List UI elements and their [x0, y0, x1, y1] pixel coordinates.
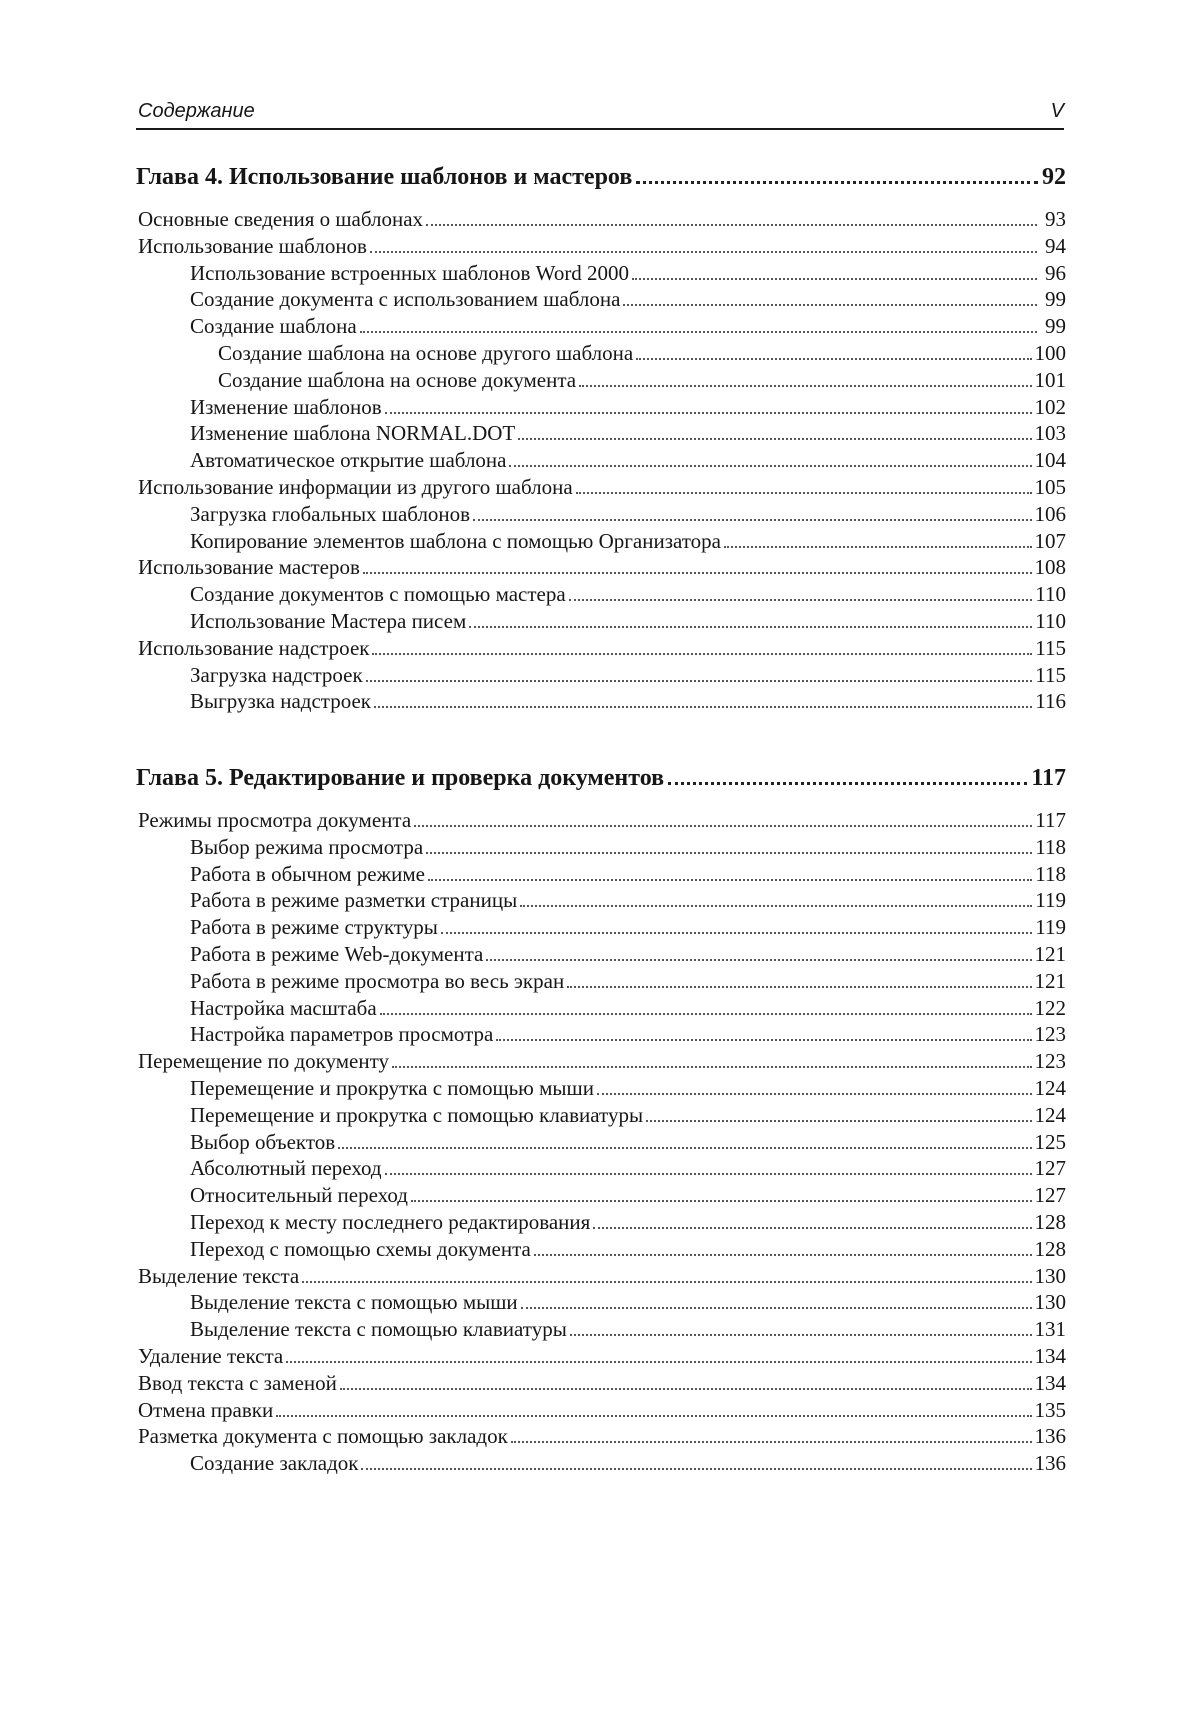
toc-entry-page-number: 131	[1034, 1317, 1066, 1342]
toc-entry[interactable]	[136, 1450, 1066, 1477]
toc-entry-page-number: 134	[1034, 1370, 1066, 1395]
dot-leader	[374, 706, 1032, 708]
chapter-heading[interactable]	[136, 160, 1066, 194]
toc-entry-page-number: 106	[1034, 501, 1066, 526]
dot-leader	[520, 905, 1032, 907]
toc-entry[interactable]	[136, 260, 1066, 287]
dot-leader	[632, 278, 1037, 280]
toc-entry-page-number: 104	[1034, 448, 1066, 473]
chapter-page-number: 117	[1031, 765, 1066, 791]
dot-leader	[509, 465, 1031, 467]
toc-entry-page-number: 115	[1035, 662, 1066, 687]
toc-entry-page-number: 135	[1034, 1397, 1066, 1422]
dot-leader	[414, 825, 1032, 827]
toc-entry-label: Создание шаблона на основе другого шаблона	[218, 340, 634, 365]
toc-entry[interactable]	[136, 1370, 1066, 1397]
toc-entry-label: Переход к месту последнего редактирования	[190, 1209, 591, 1234]
toc-entry-label: Абсолютный переход	[190, 1156, 382, 1181]
toc-entry-label: Создание документа с использованием шаблона	[190, 287, 621, 312]
toc-entry-page-number: 124	[1034, 1102, 1066, 1127]
toc-entry-label: Выделение текста с помощью клавиатуры	[190, 1317, 567, 1342]
toc-entry-page-number: 130	[1034, 1263, 1066, 1288]
toc-entry[interactable]	[136, 995, 1066, 1022]
header-page-number: V	[1050, 100, 1064, 122]
toc-entry[interactable]	[136, 635, 1066, 662]
toc-entry-label: Загрузка надстроек	[190, 662, 363, 687]
dot-leader	[486, 959, 1031, 961]
dot-leader	[534, 1254, 1032, 1256]
toc-entry-label: Настройка масштаба	[190, 995, 377, 1020]
toc-list	[136, 206, 1066, 715]
toc-entry-label: Использование мастеров	[138, 555, 360, 580]
dot-leader	[496, 1039, 1031, 1041]
toc-entry-page-number: 100	[1034, 340, 1066, 365]
dot-leader	[569, 599, 1033, 601]
toc-entry[interactable]	[136, 1048, 1066, 1075]
toc-entry-page-number: 127	[1034, 1183, 1066, 1208]
dot-leader	[570, 1334, 1032, 1336]
dot-leader	[473, 519, 1031, 521]
toc-entry-label: Работа в режиме структуры	[190, 915, 438, 940]
dot-leader	[370, 251, 1037, 253]
toc-entry-page-number: 116	[1035, 689, 1066, 714]
toc-entry-page-number: 119	[1035, 888, 1066, 913]
toc-entry-label: Создание документов с помощью мастера	[190, 582, 566, 607]
toc-entry[interactable]	[136, 528, 1066, 555]
chapter-title: Глава 4. Использование шаблонов и мастеров	[136, 164, 633, 190]
toc-entry-label: Перемещение по документу	[138, 1049, 390, 1074]
toc-entry-label: Создание закладок	[190, 1451, 359, 1476]
toc-entry-label: Относительный переход	[190, 1183, 408, 1208]
toc-entry[interactable]	[136, 914, 1066, 941]
toc-entry-page-number: 108	[1034, 555, 1066, 580]
toc-entry[interactable]	[136, 807, 1066, 834]
chapter-5-section	[136, 761, 1066, 1477]
dot-leader	[623, 304, 1037, 306]
toc-entry[interactable]	[136, 420, 1066, 447]
toc-entry-label: Использование Мастера писем	[190, 608, 467, 633]
toc-entry[interactable]	[136, 581, 1066, 608]
toc-entry-page-number: 123	[1034, 1022, 1066, 1047]
dot-leader	[302, 1281, 1031, 1283]
toc-entry-page-number: 107	[1034, 528, 1066, 553]
toc-entry[interactable]	[136, 834, 1066, 861]
chapter-heading[interactable]	[136, 761, 1066, 795]
dot-leader	[521, 1307, 1032, 1309]
toc-entry[interactable]	[136, 1182, 1066, 1209]
dot-leader	[428, 879, 1032, 881]
dot-leader	[668, 782, 1027, 785]
toc-entry-page-number: 121	[1034, 941, 1066, 966]
toc-entry-label: Копирование элементов шаблона с помощью Организатора	[190, 528, 721, 553]
toc-entry-page-number: 128	[1034, 1236, 1066, 1261]
toc-entry[interactable]	[136, 861, 1066, 888]
toc-entry-page-number: 105	[1034, 474, 1066, 499]
toc-entry-label: Переход с помощью схемы документа	[190, 1236, 531, 1261]
toc-entry-label: Режимы просмотра документа	[138, 808, 412, 832]
dot-leader	[579, 385, 1031, 387]
toc-list	[136, 807, 1066, 1477]
toc-entry[interactable]	[136, 474, 1066, 501]
dot-leader	[724, 546, 1032, 548]
toc-entry-page-number: 99	[1045, 287, 1066, 312]
header-title: Содержание	[138, 100, 255, 122]
toc-entry-label: Ввод текста с заменой	[138, 1370, 337, 1395]
dot-leader	[597, 1093, 1032, 1095]
toc-entry[interactable]	[136, 1423, 1066, 1450]
dot-leader	[385, 1173, 1032, 1175]
toc-entry-page-number: 136	[1034, 1451, 1066, 1476]
toc-entry-page-number: 117	[1035, 808, 1066, 832]
dot-leader	[411, 1200, 1032, 1202]
chapter-4-section	[136, 160, 1066, 715]
toc-entry-label: Работа в режиме разметки страницы	[190, 888, 518, 913]
chapter-title: Глава 5. Редактирование и проверка документов	[136, 765, 665, 791]
toc-entry-page-number: 110	[1035, 608, 1066, 633]
toc-entry-label: Загрузка глобальных шаблонов	[190, 501, 471, 526]
dot-leader	[385, 412, 1032, 414]
toc-entry-page-number: 102	[1034, 394, 1066, 419]
toc-entry[interactable]	[136, 1263, 1066, 1290]
toc-entry[interactable]	[136, 367, 1066, 394]
toc-entry-label: Создание шаблона на основе документа	[218, 367, 577, 392]
toc-entry-page-number: 101	[1034, 367, 1066, 392]
toc-entry[interactable]	[136, 501, 1066, 528]
toc-entry[interactable]	[136, 887, 1066, 914]
dot-leader	[372, 653, 1032, 655]
toc-entry-page-number: 94	[1045, 233, 1066, 258]
toc-entry-page-number: 121	[1034, 968, 1066, 993]
toc-entry-label: Использование шаблонов	[138, 233, 367, 258]
toc-entry-page-number: 130	[1034, 1290, 1066, 1315]
toc-entry-label: Перемещение и прокрутка с помощью клавиатуры	[190, 1102, 644, 1127]
dot-leader	[646, 1120, 1031, 1122]
toc-entry-label: Настройка параметров просмотра	[190, 1022, 494, 1047]
dot-leader	[518, 438, 1031, 440]
toc-entry[interactable]	[136, 1129, 1066, 1156]
toc-entry[interactable]	[136, 313, 1066, 340]
toc-entry[interactable]	[136, 394, 1066, 421]
toc-entry-page-number: 99	[1045, 314, 1066, 339]
toc-entry-page-number: 118	[1035, 861, 1066, 886]
toc-entry-label: Выгрузка надстроек	[190, 689, 371, 714]
toc-entry-page-number: 118	[1035, 834, 1066, 859]
toc-entry[interactable]	[136, 968, 1066, 995]
dot-leader	[593, 1227, 1031, 1229]
toc-entry[interactable]	[136, 554, 1066, 581]
toc-entry[interactable]	[136, 1316, 1066, 1343]
toc-entry-page-number: 119	[1035, 915, 1066, 940]
toc-entry-page-number: 122	[1034, 995, 1066, 1020]
toc-entry[interactable]	[136, 1075, 1066, 1102]
toc-entry-page-number: 125	[1034, 1129, 1066, 1154]
dot-leader	[469, 626, 1032, 628]
toc-entry[interactable]	[136, 1236, 1066, 1263]
toc-entry-label: Работа в режиме просмотра во весь экран	[190, 968, 565, 993]
dot-leader	[636, 181, 1038, 184]
dot-leader	[360, 331, 1037, 333]
toc-entry[interactable]	[136, 340, 1066, 367]
dot-leader	[511, 1441, 1032, 1443]
dot-leader	[426, 224, 1037, 226]
toc-entry[interactable]	[136, 1102, 1066, 1129]
toc-entry-label: Выбор объектов	[190, 1129, 336, 1154]
toc-entry-label: Автоматическое открытие шаблона	[190, 448, 507, 473]
toc-entry[interactable]	[136, 608, 1066, 635]
toc-entry-page-number: 128	[1034, 1209, 1066, 1234]
toc-entry-page-number: 124	[1034, 1075, 1066, 1100]
toc-entry[interactable]	[136, 688, 1066, 715]
dot-leader	[441, 932, 1032, 934]
dot-leader	[363, 572, 1032, 574]
toc-entry-label: Отмена правки	[138, 1397, 274, 1422]
toc-entry-page-number: 103	[1034, 421, 1066, 446]
dot-leader	[340, 1388, 1032, 1390]
dot-leader	[286, 1361, 1031, 1363]
toc-entry[interactable]	[136, 941, 1066, 968]
toc-entry-page-number: 123	[1034, 1049, 1066, 1074]
toc-entry-page-number: 136	[1034, 1424, 1066, 1449]
toc-entry-label: Основные сведения о шаблонах	[138, 207, 424, 231]
chapter-page-number: 92	[1042, 164, 1066, 190]
dot-leader	[567, 986, 1031, 988]
toc-entry-label: Выделение текста	[138, 1263, 300, 1288]
toc-entry-page-number: 127	[1034, 1156, 1066, 1181]
toc-entry[interactable]	[136, 1021, 1066, 1048]
toc-entry-label: Выделение текста с помощью мыши	[190, 1290, 518, 1315]
toc-entry-page-number: 96	[1045, 260, 1066, 285]
dot-leader	[426, 852, 1032, 854]
toc-entry-label: Перемещение и прокрутка с помощью мыши	[190, 1075, 594, 1100]
toc-entry-label: Выбор режима просмотра	[190, 834, 424, 859]
toc-entry[interactable]	[136, 1155, 1066, 1182]
toc-entry-label: Создание шаблона	[190, 314, 357, 339]
toc-entry-label: Изменение шаблонов	[190, 394, 382, 419]
toc-entry[interactable]	[136, 447, 1066, 474]
toc-entry[interactable]	[136, 1397, 1066, 1424]
toc-entry-page-number: 115	[1035, 635, 1066, 660]
toc-entry-label: Использование надстроек	[138, 635, 370, 660]
dot-leader	[380, 1013, 1032, 1015]
dot-leader	[576, 492, 1032, 494]
dot-leader	[392, 1066, 1031, 1068]
toc-entry-page-number: 110	[1035, 582, 1066, 607]
toc-entry-label: Использование информации из другого шаблона	[138, 474, 573, 499]
toc-entry[interactable]	[136, 662, 1066, 689]
dot-leader	[276, 1415, 1031, 1417]
dot-leader	[636, 358, 1031, 360]
toc-entry-label: Удаление текста	[138, 1343, 284, 1368]
toc-entry[interactable]	[136, 1343, 1066, 1370]
toc-entry-page-number: 134	[1034, 1343, 1066, 1368]
dot-leader	[338, 1147, 1031, 1149]
toc-entry-page-number: 93	[1045, 207, 1066, 231]
toc-entry[interactable]	[136, 286, 1066, 313]
toc-entry[interactable]	[136, 233, 1066, 260]
toc-entry[interactable]	[136, 1209, 1066, 1236]
toc-entry-label: Разметка документа с помощью закладок	[138, 1424, 508, 1449]
toc-entry[interactable]	[136, 206, 1066, 233]
toc-entry-label: Работа в режиме Web-документа	[190, 941, 484, 966]
toc-entry-label: Работа в обычном режиме	[190, 861, 425, 886]
running-header	[136, 98, 1064, 130]
toc-entry[interactable]	[136, 1289, 1066, 1316]
dot-leader	[361, 1468, 1031, 1470]
toc-entry-label: Изменение шаблона NORMAL.DOT	[190, 421, 516, 446]
toc-entry-label: Использование встроенных шаблонов Word 2000	[190, 260, 630, 285]
dot-leader	[366, 680, 1033, 682]
